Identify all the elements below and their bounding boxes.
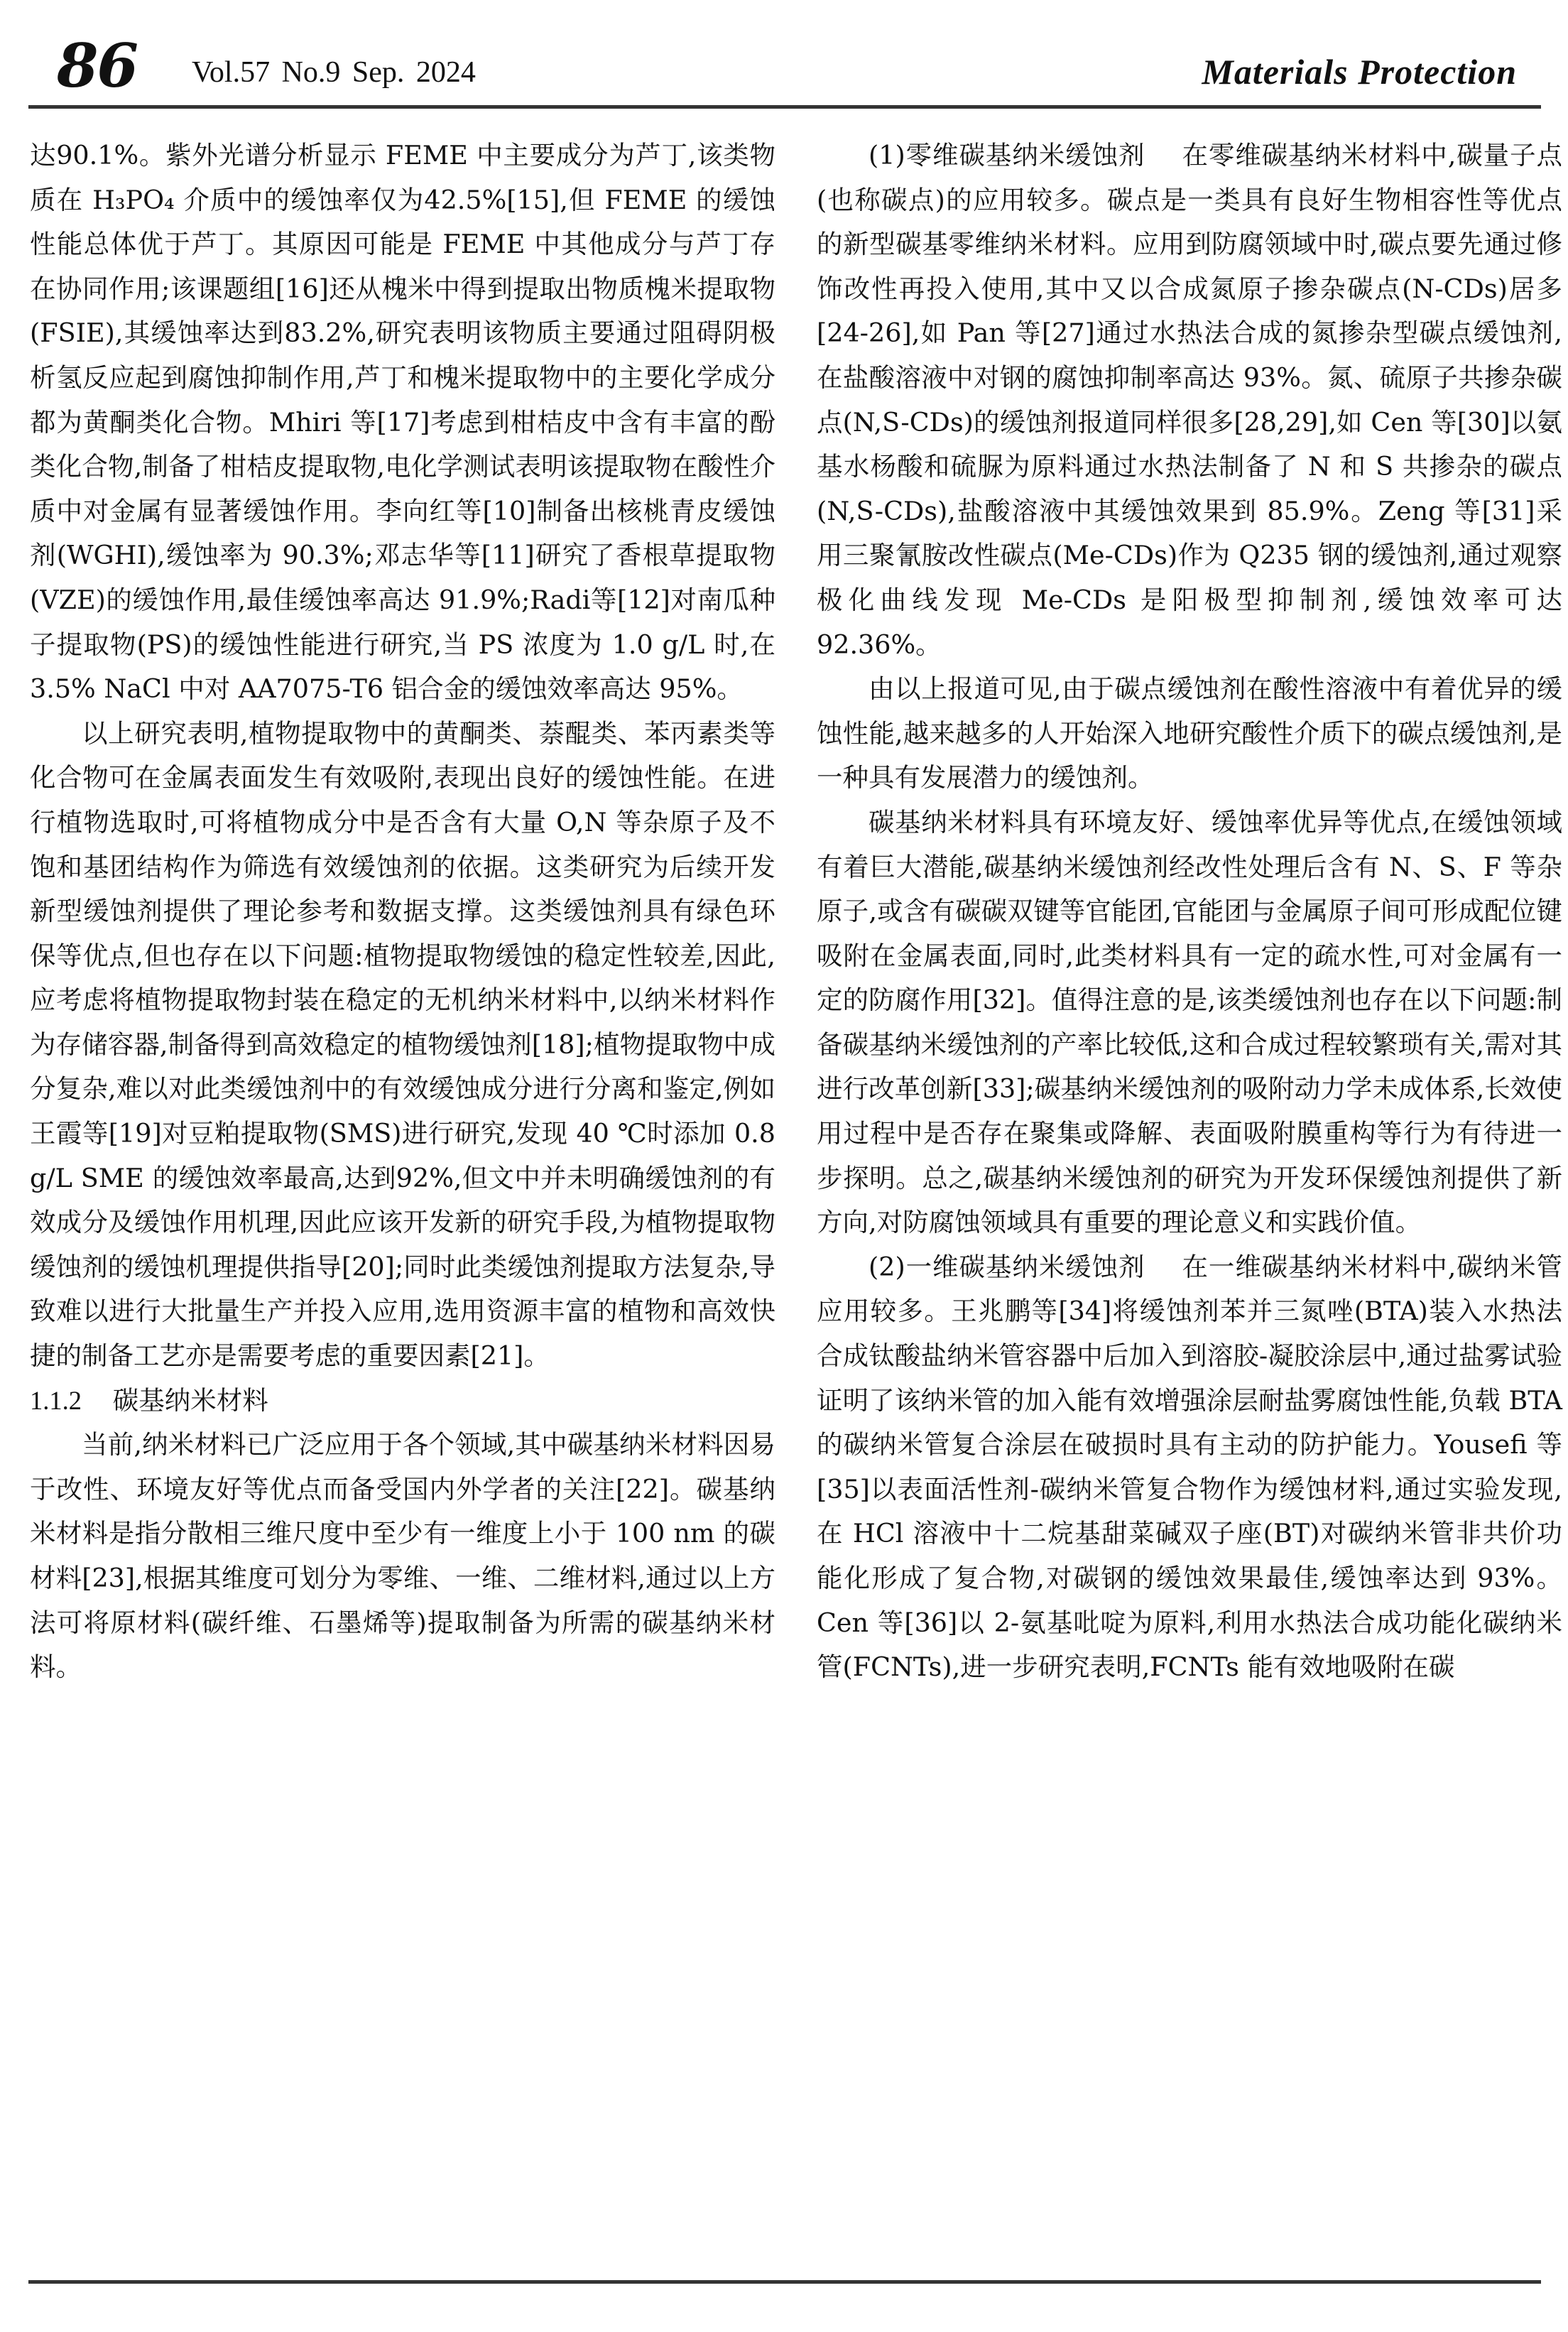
subsection-lead: (1)零维碳基纳米缓蚀剂 [869, 140, 1145, 170]
journal-title: Materials Protection [1202, 52, 1517, 92]
section-title: 碳基纳米材料 [112, 1384, 268, 1416]
issue-info: Vol.57 No.9 Sep. 2024 [192, 56, 476, 89]
paragraph: 由以上报道可见,由于碳点缓蚀剂在酸性溶液中有着优异的缓蚀性能,越来越多的人开始深入地研究酸性介质下的碳点缓蚀剂,是一种具有发展潜力的缓蚀剂。 [817, 673, 1562, 793]
paragraph: 达90.1%。紫外光谱分析显示 FEME 中主要成分为芦丁,该类物质在 H₃PO₄ 介质中的缓蚀率仅为42.5%[15],但 FEME 的缓蚀性能总体优于芦丁。其原因可能是 FEME 中其他成分与芦丁存在协同作用;该课题组[16]还从槐米中得到提取出物质槐米提取物(FSIE),其缓蚀率达到83.2%,研究表明该物质主要通过阻碍阴极析氢反应起到腐蚀抑制作用,芦丁和槐米提取物中的主要化学成分都为黄酮类化合物。Mhiri 等[17]考虑到柑桔皮中含有丰富的酚类化合物,制备了柑桔皮提取物,电化学测试表明该提取物在酸性介质中对金属有显著缓蚀作用。李向红等[10]制备出核桃青皮缓蚀剂(WGHI),缓蚀率为 90.3%;邓志华等[11]研究了香根草提取物(VZE)的缓蚀作用,最佳缓蚀率高达 91.9%;Radi等[12]对南瓜种子提取物(PS)的缓蚀性能进行研究,当 PS 浓度为 1.0 g/L 时,在 3.5% NaCl 中对 AA7075-T6 铝合金的缓蚀效率高达 95%。 [30, 140, 775, 705]
footer-rule [28, 2280, 1541, 2284]
page-number: 86 [57, 31, 137, 101]
paragraph [817, 1245, 1562, 1690]
paragraph-text: 在一维碳基纳米材料中,碳纳米管应用较多。王兆鹏等[34]将缓蚀剂苯并三氮唑(BTA)装入水热法合成钛酸盐纳米管容器中后加入到溶胶-凝胶涂层中,通过盐雾试验证明了该纳米管的加入能有效增强涂层耐盐雾腐蚀性能,负载 BTA 的碳纳米管复合涂层在破损时具有主动的防护能力。Yousefi 等[35]以表面活性剂-碳纳米管复合物作为缓蚀材料,通过实验发现,在 HCl 溶液中十二烷基甜菜碱双子座(BT)对碳纳米管非共价功能化形成了复合物,对碳钢的缓蚀效果最佳,缓蚀率达到 93%。Cen 等[36]以 2-氨基吡啶为原料,利用水热法合成功能化碳纳米管(FCNTs),进一步研究表明,FCNTs 能有效地吸附在碳 [817, 1251, 1563, 1683]
paragraph: 碳基纳米材料具有环境友好、缓蚀率优异等优点,在缓蚀领域有着巨大潜能,碳基纳米缓蚀剂经改性处理后含有 N、S、F 等杂原子,或含有碳碳双键等官能团,官能团与金属原子间可形成配位键吸附在金属表面,同时,此类材料具有一定的疏水性,可对金属有一定的防腐作用[32]。值得注意的是,该类缓蚀剂也存在以下问题:制备碳基纳米缓蚀剂的产率比较低,这和合成过程较繁琐有关,需对其进行改革创新[33];碳基纳米缓蚀剂的吸附动力学未成体系,长效使用过程中是否存在聚集或降解、表面吸附膜重构等行为有待进一步探明。总之,碳基纳米缓蚀剂的研究为开发环保缓蚀剂提供了新方向,对防腐蚀领域具有重要的理论意义和实践价值。 [817, 806, 1562, 1238]
paragraph [817, 134, 1562, 667]
left-column [30, 134, 775, 1690]
right-column [817, 134, 1562, 1690]
paragraph: 当前,纳米材料已广泛应用于各个领域,其中碳基纳米材料因易于改性、环境友好等优点而备受国内外学者的关注[22]。碳基纳米材料是指分散相三维尺度中至少有一维度上小于 100 nm 的碳材料[23],根据其维度可划分为零维、一维、二维材料,通过以上方法可将原材料(碳纤维、石墨烯等)提取制备为所需的碳基纳米材料。 [30, 1429, 775, 1683]
section-heading [30, 1379, 775, 1423]
paragraph: 以上研究表明,植物提取物中的黄酮类、萘醌类、苯丙素类等化合物可在金属表面发生有效吸附,表现出良好的缓蚀性能。在进行植物选取时,可将植物成分中是否含有大量 O,N 等杂原子及不饱和基团结构作为筛选有效缓蚀剂的依据。这类研究为后续开发新型缓蚀剂提供了理论参考和数据支撑。这类缓蚀剂具有绿色环保等优点,但也存在以下问题:植物提取物缓蚀的稳定性较差,因此,应考虑将植物提取物封装在稳定的无机纳米材料中,以纳米材料作为存储容器,制备得到高效稳定的植物缓蚀剂[18];植物提取物中成分复杂,难以对此类缓蚀剂中的有效缓蚀成分进行分离和鉴定,例如王霞等[19]对豆粕提取物(SMS)进行研究,发现 40 ℃时添加 0.8 g/L SME 的缓蚀效率最高,达到92%,但文中并未明确缓蚀剂的有效成分及缓蚀作用机理,因此应该开发新的研究手段,为植物提取物缓蚀剂的缓蚀机理提供指导[20];同时此类缓蚀剂提取方法复杂,导致难以进行大批量生产并投入应用,选用资源丰富的植物和高效快捷的制备工艺亦是需要考虑的重要因素[21]。 [30, 717, 775, 1372]
paragraph-text: 在零维碳基纳米材料中,碳量子点(也称碳点)的应用较多。碳点是一类具有良好生物相容性等优点的新型碳基零维纳米材料。应用到防腐领域中时,碳点要先通过修饰改性再投入使用,其中又以合成氮原子掺杂碳点(N-CDs)居多[24-26],如 Pan 等[27]通过水热法合成的氮掺杂型碳点缓蚀剂,在盐酸溶液中对钢的腐蚀抑制率高达 93%。氮、硫原子共掺杂碳点(N,S-CDs)的缓蚀剂报道同样很多[28,29],如 Cen 等[30]以氨基水杨酸和硫脲为原料通过水热法制备了 N 和 S 共掺杂的碳点(N,S-CDs),盐酸溶液中其缓蚀效果到 85.9%。Zeng 等[31]采用三聚氰胺改性碳点(Me-CDs)作为 Q235 钢的缓蚀剂,通过观察极化曲线发现 Me-CDs 是阳极型抑制剂,缓蚀效率可达 92.36%。 [817, 140, 1563, 660]
page-header [50, 31, 1517, 101]
header-rule [28, 105, 1541, 109]
section-number: 1.1.2 [30, 1385, 82, 1415]
subsection-lead: (2)一维碳基纳米缓蚀剂 [869, 1251, 1145, 1282]
